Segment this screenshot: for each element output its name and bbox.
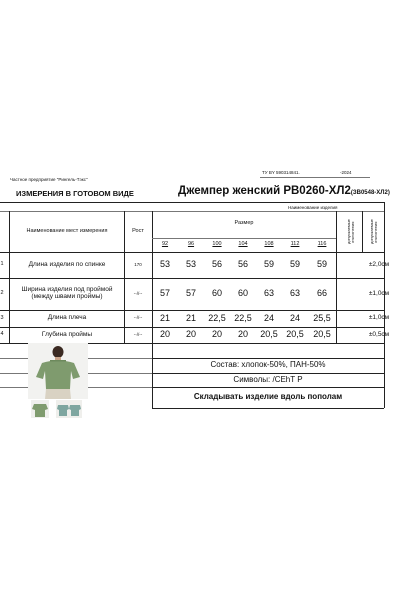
section-title: ИЗМЕРЕНИЯ В ГОТОВОМ ВИДЕ [16,189,134,198]
measurement-value: 57 [159,288,170,299]
measurement-value: 53 [185,259,196,270]
measurement-value: 60 [211,288,222,299]
thumbnail-back [56,400,82,418]
company-name: Частное предприятие "Рингель-Тэкс" [10,177,88,182]
size-header-cell: 92 [161,241,169,248]
measurement-value: 20 [159,329,170,340]
measurement-value: 22,5 [208,312,226,323]
product-title-text: Джемпер женский РВ0260-ХЛ2 [178,185,351,197]
measurement-value: 20,5 [260,329,278,340]
tolerance-value: ±1,0см [368,314,390,322]
measurement-value: 20,5 [313,329,331,340]
measurement-value: 21 [185,312,196,323]
col-size-header: Размер [234,220,254,227]
height-value: 170 [134,261,142,267]
height-value: --//-- [133,290,143,296]
size-header-cell: 100 [212,241,222,248]
measurement-name: Глубина проймы [41,330,93,338]
product-title [178,185,390,197]
model-figure-icon [28,343,88,399]
measurement-value: 60 [237,288,248,299]
size-header-cell: 108 [264,241,274,248]
measurement-name: Ширина изделия под проймой (между швами проймы) [21,286,113,300]
measurement-value: 25,5 [313,312,331,323]
measurement-value: 53 [159,259,170,270]
measurement-value: 56 [237,259,248,270]
measurement-value: 63 [289,288,300,299]
tolerance-value: ±0,5см [368,330,390,338]
garment-thumbnail-icon [56,400,82,418]
measurement-value: 59 [316,259,327,270]
measurement-value: 20 [211,329,222,340]
measurement-value: 20,5 [286,329,304,340]
header-rule [260,177,370,178]
tolerance-value: ±1,0см [368,289,390,297]
measurement-value: 20 [185,329,196,340]
height-value: --//-- [133,331,143,337]
measurement-value: 63 [263,288,274,299]
measurement-value: 59 [289,259,300,270]
tu-number: ТУ BY 590314841. [262,170,300,175]
measurement-value: 56 [211,259,222,270]
height-value: --//-- [133,315,143,321]
product-name-header: Наименование изделия [288,205,338,210]
tolerance-vertical-header-1: допускаемые отклонения [346,219,355,245]
grid-line [336,211,337,343]
symbols-text: Символы: /CEhT P [233,374,303,384]
measurement-name: Длина изделия по спинке [28,260,106,268]
garment-thumbnail-icon [31,400,49,418]
col-height-header: Рост [132,227,144,234]
composition-text: Состав: хлопок-50%, ПАН-50% [210,360,326,370]
row-number: 1 [0,261,4,268]
row-number: 2 [0,290,4,297]
grid-line [0,202,384,203]
size-header-cell: 116 [317,241,327,248]
tolerance-vertical-header-2: допускаемые отклонения [369,219,378,245]
instruction-text: Складывать изделие вдоль пополам [193,392,343,402]
measurement-value: 59 [263,259,274,270]
measurement-value: 22,5 [234,312,252,323]
year-label: -2024 [340,170,352,175]
measurement-value: 57 [185,288,196,299]
col-name-header: Наименование мест измерения [26,227,108,234]
measurement-value: 24 [289,312,300,323]
thumbnail-front [31,400,49,418]
row-number: 3 [0,314,4,321]
size-header-cell: 104 [238,241,248,248]
model-photo [28,343,88,399]
measurement-name: Длина плеча [47,314,87,322]
measurement-value: 21 [159,312,170,323]
tolerance-value: ±2,0см [368,260,390,268]
measurement-value: 24 [263,312,274,323]
measurement-value: 20 [237,329,248,340]
row-number: 4 [0,331,4,338]
product-code: (ЗВ0548-ХЛ2) [350,190,390,196]
size-header-cell: 112 [290,241,300,248]
grid-line [362,211,363,252]
grid-line [152,408,384,409]
size-header-cell: 96 [187,241,195,248]
measurement-value: 66 [316,288,327,299]
